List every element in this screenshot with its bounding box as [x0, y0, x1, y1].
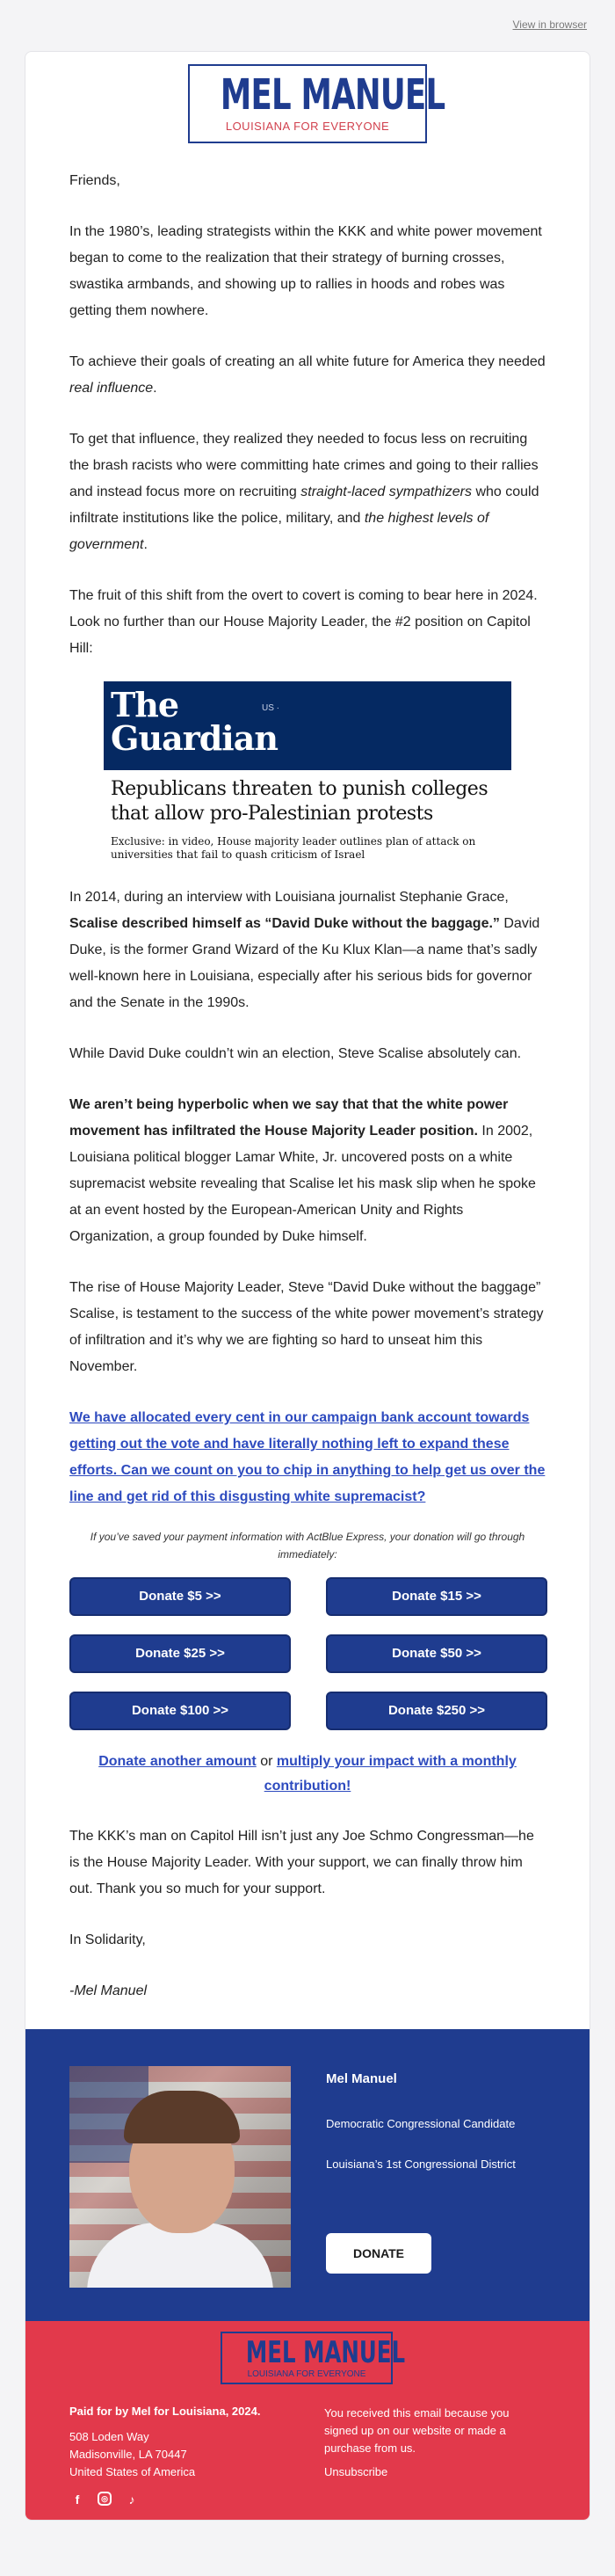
view-in-browser-link[interactable]: View in browser: [512, 18, 587, 31]
donate-50-button[interactable]: Donate $50 >>: [326, 1634, 547, 1673]
instagram-icon[interactable]: ◎: [98, 2492, 112, 2506]
more-options: Donate another amount or multiply your impact with a monthly contribution!: [98, 1754, 517, 1794]
monthly-contribution-link[interactable]: multiply your impact with a monthly contribution!: [264, 1754, 517, 1794]
candidate-district: Louisiana’s 1st Congressional District: [326, 2158, 516, 2171]
donate-25-button[interactable]: Donate $25 >>: [69, 1634, 291, 1673]
paragraph-9: The KKK’s man on Capitol Hill isn’t just any Joe Schmo Congressman—he is the House Majority Leader. With your support, we can finally throw him out. Thank you so much for your support.: [69, 1829, 534, 1896]
donate-250-button[interactable]: Donate $250 >>: [326, 1692, 547, 1730]
mailing-address: 508 Loden Way Madisonville, LA 70447 United States of America: [69, 2430, 196, 2478]
unsubscribe-link[interactable]: Unsubscribe: [324, 2465, 388, 2478]
paragraph-1: In the 1980’s, leading strategists within the KKK and white power movement began to come to the realization that their strategy of burning crosses, swastika armbands, and showing up to rallies in hoods and robes was getting them nowhere.: [69, 224, 542, 318]
greeting: Friends,: [69, 173, 120, 188]
tiktok-icon[interactable]: ♪: [128, 2492, 135, 2507]
candidate-footer: [25, 2029, 590, 2321]
donate-100-button[interactable]: Donate $100 >>: [69, 1692, 291, 1730]
social-links: [69, 2492, 140, 2507]
top-bar: [0, 0, 615, 51]
footer-logo: MEL MANUEL LOUISIANA FOR EVERYONE: [221, 2332, 393, 2384]
subscription-reason: You received this email because you signed up on our website or made a purchase from us.: [324, 2406, 510, 2455]
donate-button-grid: [69, 1577, 546, 1730]
paid-for-disclaimer: Paid for by Mel for Louisiana, 2024.: [69, 2405, 261, 2418]
guardian-subhead: Exclusive: in video, House majority leader outlines plan of attack on universities that fail to quash criticism of Israel: [111, 835, 476, 861]
candidate-photo: [69, 2066, 291, 2288]
logo-name: MEL MANUEL: [220, 70, 445, 120]
paragraph-3: To get that influence, they realized they needed to focus less on recruiting the brash racists who were committing hate crimes and going to their rallies and instead focus more on recruiting straight-laced sympathizers who could infiltrate institutions like the police, military, and the highest levels of government.: [69, 432, 539, 552]
paragraph-7: We aren’t being hyperbolic when we say that that the white power movement has infiltrated the House Majority Leader position. In 2002, Louisiana political blogger Lamar White, Jr. uncovered posts on a white supremacist website revealing that Scalise let his mask slip when he spoke at an event hosted by the European-American Unity and Rights Organization, a group founded by Duke himself.: [69, 1097, 536, 1244]
guardian-article-image[interactable]: [104, 681, 511, 865]
actblue-note: If you’ve saved your payment information with ActBlue Express, your donation will go through immediately:: [90, 1531, 525, 1561]
facebook-icon[interactable]: f: [75, 2492, 80, 2507]
logo-tagline: LOUISIANA FOR EVERYONE: [225, 120, 390, 133]
candidate-name: Mel Manuel: [326, 2071, 397, 2086]
donate-15-button[interactable]: Donate $15 >>: [326, 1577, 547, 1616]
campaign-logo: [188, 64, 445, 143]
signature: -Mel Manuel: [69, 1983, 148, 1998]
guardian-headline: Republicans threaten to punish colleges that allow pro-Palestinian protests: [111, 778, 488, 825]
email-card: [25, 51, 590, 2521]
cta-link[interactable]: We have allocated every cent in our campaign bank account towards getting out the vote and have literally nothing left to expand these efforts. Can we count on you to chip in anything to help get us over the line and get rid of this disgusting white supremacist?: [69, 1410, 546, 1504]
paragraph-4: The fruit of this shift from the overt to covert is coming to bear here in 2024. Look no further than our House Majority Leader, the #2 position on Capitol Hill:: [69, 588, 538, 656]
candidate-title: Democratic Congressional Candidate: [326, 2117, 516, 2130]
email-body: [25, 143, 590, 2005]
closing: In Solidarity,: [69, 1932, 146, 1947]
legal-footer: [25, 2321, 590, 2520]
guardian-section: US ·: [262, 703, 279, 713]
footer-donate-button[interactable]: DONATE: [326, 2233, 431, 2274]
paragraph-6: While David Duke couldn’t win an election, Steve Scalise absolutely can.: [69, 1046, 522, 1061]
paragraph-5: In 2014, during an interview with Louisiana journalist Stephanie Grace, Scalise described himself as “David Duke without the baggage.” David Duke, is the former Grand Wizard of the Ku Klux Klan—a name that’s sadly well-known here in Louisiana, especially after his serious bids for governor and the Senate in the 1990s.: [69, 890, 540, 1010]
donate-5-button[interactable]: Donate $5 >>: [69, 1577, 291, 1616]
paragraph-2: To achieve their goals of creating an all white future for America they needed real influence.: [69, 354, 546, 396]
paragraph-8: The rise of House Majority Leader, Steve “David Duke without the baggage” Scalise, is testament to the success of the white power movement’s strategy of infiltration and it’s why we are fighting so hard to unseat him this November.: [69, 1280, 544, 1374]
donate-another-amount-link[interactable]: Donate another amount: [98, 1754, 257, 1769]
logo-wrap: [25, 52, 590, 143]
guardian-masthead: The Guardian: [111, 685, 278, 758]
guardian-header: [104, 681, 511, 770]
